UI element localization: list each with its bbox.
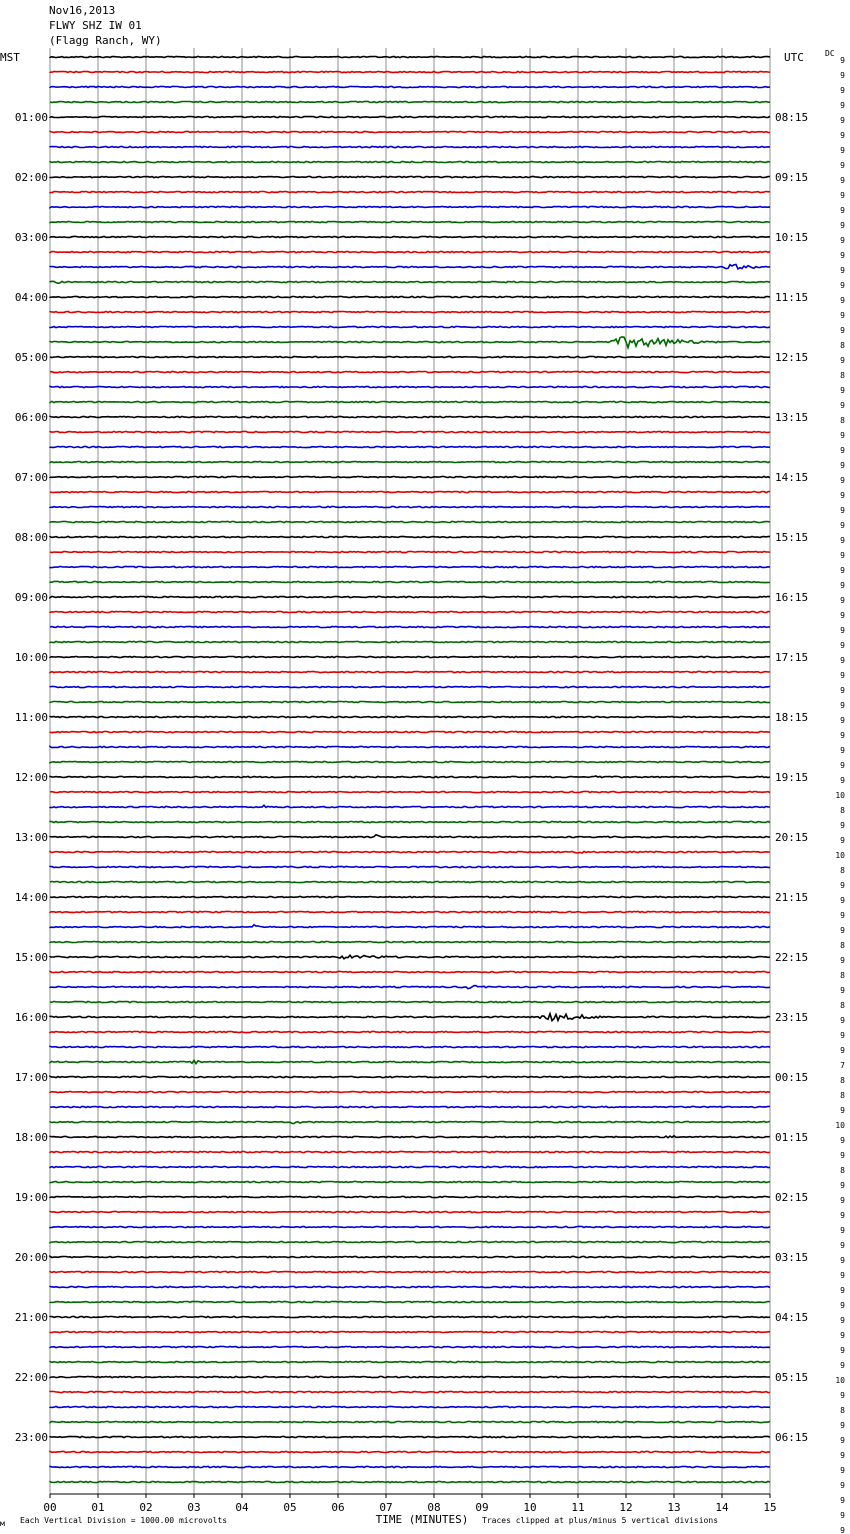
dc-value: 9 bbox=[840, 296, 845, 305]
dc-value: 9 bbox=[840, 881, 845, 890]
utc-hour-label: 17:15 bbox=[775, 651, 809, 664]
seismic-trace bbox=[50, 686, 770, 687]
x-tick-label: 09 bbox=[475, 1501, 489, 1514]
mst-hour-label: 12:00 bbox=[14, 771, 48, 784]
dc-value: 9 bbox=[840, 86, 845, 95]
seismic-trace bbox=[50, 761, 770, 762]
seismic-trace bbox=[50, 986, 770, 989]
seismic-trace bbox=[50, 1346, 770, 1347]
utc-hour-label: 11:15 bbox=[775, 291, 809, 304]
seismic-trace bbox=[50, 506, 770, 507]
x-tick-label: 02 bbox=[139, 1501, 153, 1514]
seismic-trace bbox=[50, 1226, 770, 1227]
mst-hour-label: 09:00 bbox=[14, 591, 48, 604]
dc-value: 9 bbox=[840, 446, 845, 455]
dc-value: 9 bbox=[840, 386, 845, 395]
dc-value: 9 bbox=[840, 536, 845, 545]
dc-value: 9 bbox=[840, 1031, 845, 1040]
dc-value: 9 bbox=[840, 1046, 845, 1055]
dc-value: 9 bbox=[840, 1466, 845, 1475]
dc-value: 9 bbox=[840, 131, 845, 140]
x-tick-label: 11 bbox=[571, 1501, 585, 1514]
dc-value: 9 bbox=[840, 671, 845, 680]
seismic-trace bbox=[50, 491, 770, 492]
dc-value: 9 bbox=[840, 56, 845, 65]
dc-value: 9 bbox=[840, 1391, 845, 1400]
dc-value: 9 bbox=[840, 1316, 845, 1325]
dc-value: 9 bbox=[840, 1106, 845, 1115]
utc-hour-label: 10:15 bbox=[775, 231, 809, 244]
mst-hour-label: 02:00 bbox=[14, 171, 48, 184]
footer-clip-note: Traces clipped at plus/minus 5 vertical divisions bbox=[482, 1516, 719, 1525]
seismic-trace bbox=[50, 1211, 770, 1212]
dc-value: 9 bbox=[840, 176, 845, 185]
seismic-trace bbox=[50, 851, 770, 853]
x-tick-label: 14 bbox=[715, 1501, 729, 1514]
mst-hour-label: 10:00 bbox=[14, 651, 48, 664]
dc-value: 9 bbox=[840, 926, 845, 935]
seismic-trace bbox=[50, 221, 770, 222]
utc-hour-label: 00:15 bbox=[775, 1071, 809, 1084]
dc-value: 9 bbox=[840, 1526, 845, 1534]
mst-hour-label: 05:00 bbox=[14, 351, 48, 364]
mst-hour-label: 07:00 bbox=[14, 471, 48, 484]
utc-hour-label: 08:15 bbox=[775, 111, 809, 124]
seismic-trace bbox=[50, 1256, 770, 1257]
seismic-trace bbox=[50, 356, 770, 357]
seismic-trace bbox=[50, 1181, 770, 1182]
seismic-trace bbox=[50, 71, 770, 72]
dc-value: 9 bbox=[840, 1226, 845, 1235]
x-tick-label: 00 bbox=[43, 1501, 57, 1514]
seismic-trace bbox=[50, 116, 770, 117]
dc-value: 9 bbox=[840, 161, 845, 170]
seismic-trace bbox=[50, 746, 770, 747]
seismic-trace bbox=[50, 536, 770, 537]
seismic-trace bbox=[50, 566, 770, 567]
dc-value: 8 bbox=[840, 866, 845, 875]
seismic-trace bbox=[50, 461, 770, 462]
utc-hour-label: 19:15 bbox=[775, 771, 809, 784]
seismic-trace bbox=[50, 776, 770, 778]
seismic-trace bbox=[50, 416, 770, 417]
mst-hour-label: 13:00 bbox=[14, 831, 48, 844]
dc-value: 9 bbox=[840, 626, 845, 635]
seismic-trace bbox=[50, 1121, 770, 1123]
seismic-trace bbox=[50, 941, 770, 942]
dc-value: 10 bbox=[835, 1376, 845, 1385]
dc-value: 8 bbox=[840, 371, 845, 380]
utc-hour-label: 22:15 bbox=[775, 951, 809, 964]
dc-value: 9 bbox=[840, 1361, 845, 1370]
dc-value: 9 bbox=[840, 836, 845, 845]
seismic-trace bbox=[50, 86, 770, 87]
seismic-trace bbox=[50, 1001, 770, 1002]
mst-hour-label: 01:00 bbox=[14, 111, 48, 124]
seismic-trace bbox=[50, 337, 770, 348]
seismic-trace bbox=[50, 206, 770, 207]
dc-value: 9 bbox=[840, 281, 845, 290]
dc-value: 9 bbox=[840, 1301, 845, 1310]
seismic-trace bbox=[50, 881, 770, 882]
seismic-trace bbox=[50, 1361, 770, 1362]
seismic-trace bbox=[50, 791, 770, 792]
dc-value: 9 bbox=[840, 431, 845, 440]
header-station: FLWY SHZ IW 01 bbox=[49, 19, 142, 32]
seismic-trace bbox=[50, 251, 770, 252]
seismic-trace bbox=[50, 431, 770, 432]
dc-value: 9 bbox=[840, 101, 845, 110]
dc-value: 9 bbox=[840, 1151, 845, 1160]
dc-value: 9 bbox=[840, 251, 845, 260]
seismic-trace bbox=[50, 821, 770, 822]
seismic-trace bbox=[50, 731, 770, 732]
dc-value: 9 bbox=[840, 1211, 845, 1220]
dc-value: 9 bbox=[840, 656, 845, 665]
dc-value: 8 bbox=[840, 1076, 845, 1085]
dc-value: 9 bbox=[840, 401, 845, 410]
x-tick-label: 04 bbox=[235, 1501, 249, 1514]
grid-lines bbox=[50, 48, 770, 1498]
dc-value: 9 bbox=[840, 1421, 845, 1430]
mst-hour-label: 20:00 bbox=[14, 1251, 48, 1264]
dc-value: 9 bbox=[840, 311, 845, 320]
x-tick-label: 08 bbox=[427, 1501, 441, 1514]
x-tick-label: 12 bbox=[619, 1501, 633, 1514]
dc-value: 9 bbox=[840, 1331, 845, 1340]
seismic-trace bbox=[50, 401, 770, 402]
seismic-trace bbox=[50, 1031, 770, 1032]
seismic-trace bbox=[50, 1106, 770, 1107]
seismic-trace bbox=[50, 551, 770, 552]
seismic-trace bbox=[50, 1091, 770, 1092]
x-axis-label: TIME (MINUTES) bbox=[375, 1513, 469, 1526]
seismic-trace bbox=[50, 265, 770, 270]
dc-value: 9 bbox=[840, 236, 845, 245]
dc-value: 10 bbox=[835, 1121, 845, 1130]
utc-hour-label: 04:15 bbox=[775, 1311, 809, 1324]
trace-group bbox=[50, 56, 770, 1482]
seismic-trace bbox=[50, 656, 770, 657]
dc-value: 9 bbox=[840, 221, 845, 230]
x-tick-label: 05 bbox=[283, 1501, 297, 1514]
dc-value: 9 bbox=[840, 1346, 845, 1355]
dc-value: 9 bbox=[840, 461, 845, 470]
seismic-trace bbox=[50, 236, 770, 237]
seismic-trace bbox=[50, 1421, 770, 1422]
mst-hour-label: 14:00 bbox=[14, 891, 48, 904]
x-tick-label: 10 bbox=[523, 1501, 537, 1514]
dc-value: 9 bbox=[840, 551, 845, 560]
dc-value: 9 bbox=[840, 1511, 845, 1520]
dc-value: 9 bbox=[840, 521, 845, 530]
seismic-trace bbox=[50, 1076, 770, 1077]
seismic-trace bbox=[50, 176, 770, 177]
utc-hour-label: 16:15 bbox=[775, 591, 809, 604]
dc-value: 9 bbox=[840, 821, 845, 830]
seismic-trace bbox=[50, 671, 770, 672]
seismic-trace bbox=[50, 131, 770, 132]
dc-value: 9 bbox=[840, 1136, 845, 1145]
seismic-trace bbox=[50, 1014, 770, 1021]
seismic-trace bbox=[50, 1436, 770, 1437]
utc-hour-label: 02:15 bbox=[775, 1191, 809, 1204]
seismic-trace bbox=[50, 446, 770, 447]
seismic-trace bbox=[50, 56, 770, 57]
seismic-trace bbox=[50, 866, 770, 867]
utc-hour-label: 15:15 bbox=[775, 531, 809, 544]
dc-value: 9 bbox=[840, 986, 845, 995]
seismic-trace bbox=[50, 925, 770, 928]
mst-hour-label: 19:00 bbox=[14, 1191, 48, 1204]
seismic-trace bbox=[50, 596, 770, 597]
dc-value: 8 bbox=[840, 416, 845, 425]
dc-value: 9 bbox=[840, 611, 845, 620]
dc-header-label: DC bbox=[825, 49, 835, 58]
dc-value: 9 bbox=[840, 1286, 845, 1295]
dc-value: 8 bbox=[840, 1091, 845, 1100]
seismic-trace bbox=[50, 1271, 770, 1272]
seismic-trace bbox=[50, 1151, 770, 1152]
x-tick-label: 03 bbox=[187, 1501, 201, 1514]
seismic-trace bbox=[50, 296, 770, 297]
dc-value: 8 bbox=[840, 341, 845, 350]
seismic-trace bbox=[50, 805, 770, 807]
seismic-trace bbox=[50, 476, 770, 477]
seismic-trace bbox=[50, 896, 770, 897]
header-location: (Flagg Ranch, WY) bbox=[49, 34, 162, 47]
seismic-trace bbox=[50, 281, 770, 283]
dc-value: 9 bbox=[840, 206, 845, 215]
dc-value: 9 bbox=[840, 566, 845, 575]
dc-value: 9 bbox=[840, 596, 845, 605]
seismic-trace bbox=[50, 1376, 770, 1377]
seismic-trace bbox=[50, 1136, 770, 1138]
x-tick-label: 06 bbox=[331, 1501, 345, 1514]
dc-value: 10 bbox=[835, 791, 845, 800]
footer-scale-note: Each Vertical Division = 1000.00 microvolts bbox=[20, 1516, 228, 1525]
utc-hour-label: 13:15 bbox=[775, 411, 809, 424]
seismic-trace bbox=[50, 326, 770, 327]
seismic-trace bbox=[50, 1391, 770, 1392]
seismic-trace bbox=[50, 371, 770, 372]
dc-value: 9 bbox=[840, 491, 845, 500]
seismic-trace bbox=[50, 146, 770, 147]
dc-value: 9 bbox=[840, 686, 845, 695]
mst-hour-label: 17:00 bbox=[14, 1071, 48, 1084]
seismic-trace bbox=[50, 641, 770, 642]
mst-hour-label: 21:00 bbox=[14, 1311, 48, 1324]
dc-value: 9 bbox=[840, 146, 845, 155]
dc-value: 9 bbox=[840, 896, 845, 905]
seismic-trace bbox=[50, 1316, 770, 1317]
dc-value: 9 bbox=[840, 1271, 845, 1280]
utc-hour-label: 20:15 bbox=[775, 831, 809, 844]
mst-hour-label: 03:00 bbox=[14, 231, 48, 244]
dc-value: 9 bbox=[840, 1481, 845, 1490]
dc-value: 8 bbox=[840, 1166, 845, 1175]
seismic-trace bbox=[50, 971, 770, 972]
dc-value: 8 bbox=[840, 1406, 845, 1415]
dc-value: 9 bbox=[840, 476, 845, 485]
dc-value: 9 bbox=[840, 116, 845, 125]
utc-hour-label: 05:15 bbox=[775, 1371, 809, 1384]
mst-hour-label: 22:00 bbox=[14, 1371, 48, 1384]
seismic-trace bbox=[50, 701, 770, 702]
seismic-trace bbox=[50, 1466, 770, 1467]
mst-hour-label: 23:00 bbox=[14, 1431, 48, 1444]
seismic-trace bbox=[50, 911, 770, 912]
dc-value: 9 bbox=[840, 506, 845, 515]
dc-value: 9 bbox=[840, 761, 845, 770]
seismic-trace bbox=[50, 311, 770, 312]
seismic-trace bbox=[50, 716, 770, 717]
x-tick-label: 07 bbox=[379, 1501, 393, 1514]
seismic-trace bbox=[50, 1301, 770, 1302]
seismic-trace bbox=[50, 1481, 770, 1482]
right-timezone-label: UTC bbox=[784, 51, 804, 64]
utc-hour-label: 14:15 bbox=[775, 471, 809, 484]
dc-value: 9 bbox=[840, 356, 845, 365]
dc-value: 9 bbox=[840, 746, 845, 755]
dc-value: 9 bbox=[840, 641, 845, 650]
dc-value: 9 bbox=[840, 716, 845, 725]
seismic-trace bbox=[50, 1286, 770, 1287]
dc-value: 9 bbox=[840, 326, 845, 335]
seismic-trace bbox=[50, 191, 770, 192]
seismic-trace bbox=[50, 101, 770, 102]
mst-hour-label: 11:00 bbox=[14, 711, 48, 724]
seismic-trace bbox=[50, 1406, 770, 1407]
left-timezone-label: MST bbox=[0, 51, 20, 64]
dc-value: 9 bbox=[840, 911, 845, 920]
dc-value: 9 bbox=[840, 1196, 845, 1205]
dc-value: 9 bbox=[840, 71, 845, 80]
seismic-trace bbox=[50, 1060, 770, 1063]
x-tick-label: 13 bbox=[667, 1501, 681, 1514]
seismic-trace bbox=[50, 521, 770, 522]
mst-hour-label: 06:00 bbox=[14, 411, 48, 424]
dc-value: 10 bbox=[835, 851, 845, 860]
utc-hour-label: 09:15 bbox=[775, 171, 809, 184]
dc-value: 9 bbox=[840, 581, 845, 590]
mst-hour-label: 15:00 bbox=[14, 951, 48, 964]
utc-hour-label: 21:15 bbox=[775, 891, 809, 904]
seismic-trace bbox=[50, 1241, 770, 1242]
dc-value: 9 bbox=[840, 191, 845, 200]
dc-value: 7 bbox=[840, 1061, 845, 1070]
dc-value: 9 bbox=[840, 956, 845, 965]
utc-hour-label: 06:15 bbox=[775, 1431, 809, 1444]
utc-hour-label: 23:15 bbox=[775, 1011, 809, 1024]
dc-value: 8 bbox=[840, 971, 845, 980]
dc-value: 9 bbox=[840, 1496, 845, 1505]
mst-hour-label: 04:00 bbox=[14, 291, 48, 304]
dc-value: 9 bbox=[840, 266, 845, 275]
seismic-trace bbox=[50, 581, 770, 582]
utc-hour-label: 01:15 bbox=[775, 1131, 809, 1144]
seismic-trace bbox=[50, 835, 770, 838]
dc-value: 9 bbox=[840, 701, 845, 710]
seismic-trace bbox=[50, 386, 770, 387]
dc-value: 9 bbox=[840, 1016, 845, 1025]
seismic-trace bbox=[50, 1451, 770, 1452]
dc-value: 9 bbox=[840, 731, 845, 740]
x-tick-label: 01 bbox=[91, 1501, 105, 1514]
dc-value: 9 bbox=[840, 776, 845, 785]
dc-value: 8 bbox=[840, 806, 845, 815]
mst-hour-label: 16:00 bbox=[14, 1011, 48, 1024]
mst-hour-label: 08:00 bbox=[14, 531, 48, 544]
utc-hour-label: 03:15 bbox=[775, 1251, 809, 1264]
seismic-trace bbox=[50, 1196, 770, 1197]
utc-hour-label: 18:15 bbox=[775, 711, 809, 724]
x-tick-label: 15 bbox=[763, 1501, 777, 1514]
header-date: Nov16,2013 bbox=[49, 4, 116, 17]
seismic-trace bbox=[50, 611, 770, 612]
dc-value: 9 bbox=[840, 1256, 845, 1265]
dc-value: 8 bbox=[840, 941, 845, 950]
seismic-trace bbox=[50, 1046, 770, 1047]
utc-hour-label: 12:15 bbox=[775, 351, 809, 364]
seismic-trace bbox=[50, 1166, 770, 1167]
dc-value: 9 bbox=[840, 1181, 845, 1190]
dc-value: 9 bbox=[840, 1436, 845, 1445]
mst-hour-label: 18:00 bbox=[14, 1131, 48, 1144]
dc-value: 9 bbox=[840, 1451, 845, 1460]
dc-value: 9 bbox=[840, 1241, 845, 1250]
seismic-trace bbox=[50, 955, 770, 959]
dc-value: 8 bbox=[840, 1001, 845, 1010]
seismic-trace bbox=[50, 161, 770, 162]
footer-mark: м bbox=[0, 1519, 5, 1528]
seismic-trace bbox=[50, 626, 770, 627]
seismic-trace bbox=[50, 1331, 770, 1332]
